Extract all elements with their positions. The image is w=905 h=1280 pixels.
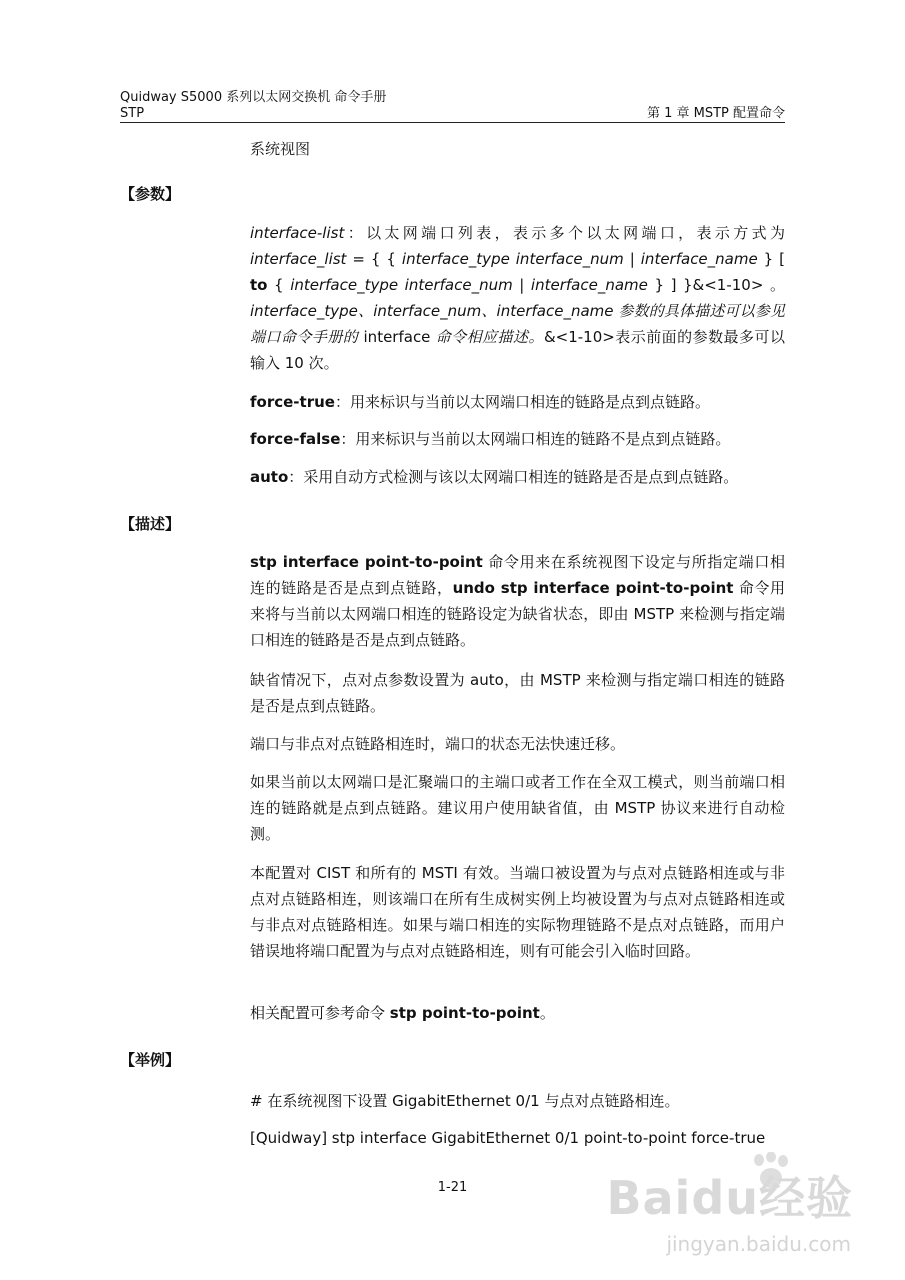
param-force-false [250, 426, 785, 452]
desc-keyword: stp point-to-point [389, 1004, 540, 1022]
param-text: ：用来标识与当前以太网端口相连的链路是点到点链路。 [334, 393, 710, 411]
desc-keyword: stp interface point-to-point [250, 553, 483, 571]
param-term: interface_type interface_num [290, 276, 513, 294]
param-auto [250, 464, 785, 490]
param-term: interface_list [250, 250, 347, 268]
param-text: = { { [346, 250, 402, 268]
param-text: } [ [757, 250, 786, 268]
param-term: interface-list [250, 224, 345, 242]
desc-paragraph-4: 如果当前以太网端口是汇聚端口的主端口或者工作在全双工模式，则当前端口相连的链路就是点到点链路。建议用户使用缺省值，由 MSTP 协议来进行自动检测。 [250, 773, 785, 843]
desc-text: 命令用来在系统视图下设定与所指定端口相连的链路是否是点到点链路， [250, 553, 785, 597]
param-text: } ] }&<1-10> 。 [647, 276, 785, 294]
desc-paragraph-3: 端口与非点对点链路相连时，端口的状态无法快速迁移。 [250, 735, 626, 753]
header-line-2 [120, 106, 785, 122]
param-text: ：用来标识与当前以太网端口相连的链路不是点到点链路。 [340, 430, 731, 448]
header-section: STP [120, 106, 145, 121]
param-keyword: force-true [250, 393, 335, 411]
param-text: { [267, 276, 291, 294]
example-comment: # 在系统视图下设置 GigabitEthernet 0/1 与点对点链路相连。 [250, 1092, 680, 1110]
example-heading: 【举例】 [120, 1051, 181, 1069]
desc-paragraph-5: 本配置对 CIST 和所有的 MSTI 有效。当端口被设置为与点对点链路相连或与非点对点链路相连，则该端口在所有生成树实例上均被设置为与点对点链路相连或与非点对点链路相连。如果与端口相连的实际物理链路不是点对点链路，而用户错误地将端口配置为与点对点链路相连，则有可能会引入临时回路。 [250, 864, 785, 960]
param-note: 命令相应描述。 [430, 328, 544, 346]
header-title: Quidway S5000 系列以太网交换机 命令手册 [120, 90, 387, 105]
param-keyword: to [250, 276, 268, 294]
param-text: ：采用自动方式检测与该以太网端口相连的链路是否是点到点链路。 [288, 468, 739, 486]
desc-paragraph-1 [250, 549, 785, 653]
param-force-true [250, 389, 785, 415]
desc-paragraph-6 [250, 1000, 785, 1026]
param-text: | [623, 250, 641, 268]
desc-text: 命令用来将与当前以太网端口相连的链路设定为缺省状态，即由 MSTP 来检测与指定端口相连的链路是否是点到点链路。 [250, 579, 785, 649]
command-view: 系统视图 [250, 140, 311, 158]
desc-heading: 【描述】 [120, 515, 181, 533]
header-rule [120, 122, 785, 123]
watermark-url: jingyan.baidu.com [666, 1232, 851, 1256]
param-text: &<1-10>表示前面的参数最多可以输入 10 次。 [250, 328, 785, 372]
header-chapter: 第 1 章 MSTP 配置命令 [646, 106, 785, 121]
desc-text: 。 [539, 1004, 555, 1022]
param-interface-list [250, 220, 785, 376]
param-term: interface_type interface_num [401, 250, 624, 268]
desc-text: 相关配置可参考命令 [250, 1004, 390, 1022]
param-term: interface_name [530, 276, 648, 294]
param-keyword: force-false [250, 430, 341, 448]
param-text: | [512, 276, 531, 294]
page-number: 1-21 [437, 1180, 468, 1195]
watermark-logo: Baidu经验 [606, 1171, 853, 1225]
desc-paragraph-2: 缺省情况下，点对点参数设置为 auto，由 MSTP 来检测与指定端口相连的链路是否是点到点链路。 [250, 671, 785, 715]
params-heading: 【参数】 [120, 185, 181, 203]
param-note: interface_type、interface_num、interface_name 参数的具体描述可以参见端口命令手册的 [250, 302, 785, 346]
desc-keyword: undo stp interface point-to-point [452, 579, 734, 597]
param-keyword: auto [250, 468, 289, 486]
baidu-watermark [606, 1152, 853, 1272]
param-text: interface [363, 328, 431, 346]
param-text: ：以太网端口列表，表示多个以太网端口，表示方式为 [344, 224, 785, 242]
example-command: [Quidway] stp interface GigabitEthernet 0/1 point-to-point force-true [250, 1129, 766, 1147]
param-term: interface_name [640, 250, 758, 268]
